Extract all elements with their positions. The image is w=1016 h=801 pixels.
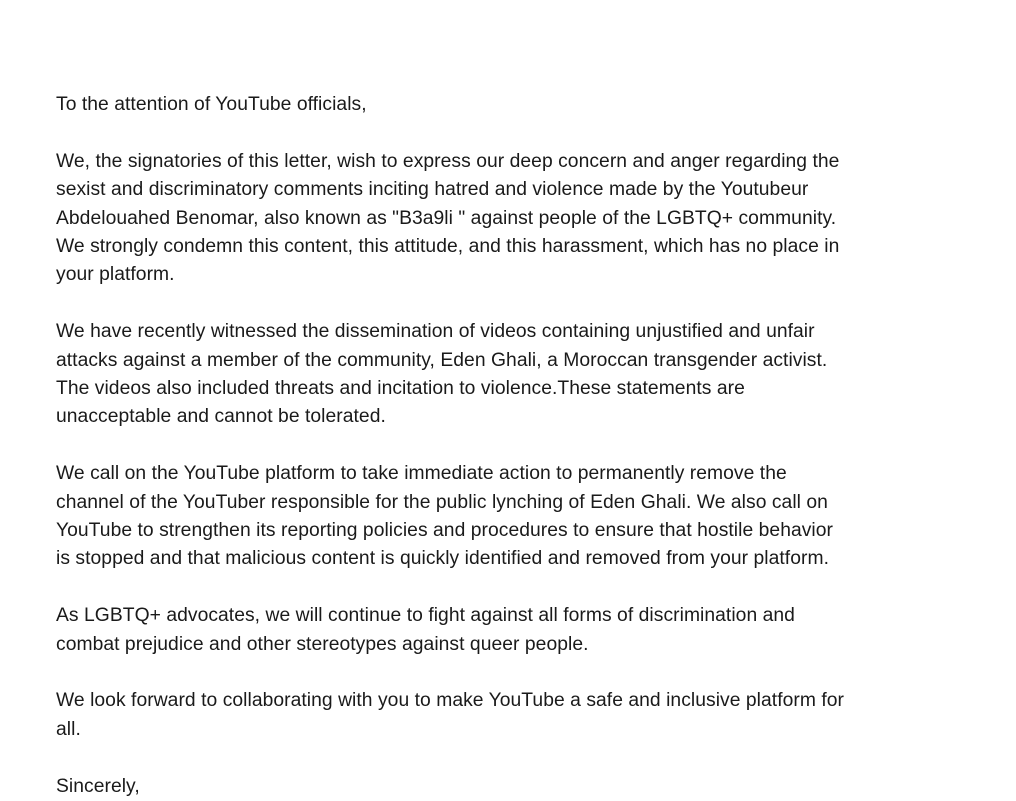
paragraph-line: The videos also included threats and incitation to violence.These statements are <box>56 378 745 400</box>
paragraph-line: YouTube to strengthen its reporting policies and procedures to ensure that hostile behavior <box>56 520 834 542</box>
paragraph-line: We look forward to collaborating with you to make YouTube a safe and inclusive platform for <box>56 690 845 712</box>
paragraph-incident <box>56 318 936 432</box>
paragraph-line: sexist and discriminatory comments inciting hatred and violence made by the Youtubeur <box>56 179 809 201</box>
paragraph-advocacy <box>56 602 936 659</box>
paragraph-line: all. <box>56 718 81 740</box>
paragraph-line: combat prejudice and other stereotypes against queer people. <box>56 633 589 655</box>
paragraph-line: channel of the YouTuber responsible for the public lynching of Eden Ghali. We also call on <box>56 491 828 513</box>
paragraph-line: We call on the YouTube platform to take immediate action to permanently remove the <box>56 463 787 485</box>
letter-body <box>56 91 936 801</box>
paragraph-line: attacks against a member of the community, Eden Ghali, a Moroccan transgender activist. <box>56 349 828 371</box>
letter-closing <box>56 773 936 801</box>
paragraph-line: We, the signatories of this letter, wish to express our deep concern and anger regarding the <box>56 150 840 172</box>
salutation-line: To the attention of YouTube officials, <box>56 94 367 115</box>
paragraph-line: Abdelouahed Benomar, also known as "B3a9li " against people of the LGBTQ+ community. <box>56 207 837 229</box>
paragraph-collaboration <box>56 687 936 744</box>
paragraph-call-to-action <box>56 460 936 574</box>
paragraph-line: is stopped and that malicious content is quickly identified and removed from your platform. <box>56 548 829 570</box>
paragraph-line: We have recently witnessed the dissemination of videos containing unjustified and unfair <box>56 321 815 343</box>
paragraph-concern <box>56 148 936 290</box>
paragraph-line: your platform. <box>56 264 175 286</box>
paragraph-line: We strongly condemn this content, this attitude, and this harassment, which has no place in <box>56 236 840 258</box>
letter-salutation <box>56 91 936 119</box>
closing-line: Sincerely, <box>56 775 140 797</box>
paragraph-line: As LGBTQ+ advocates, we will continue to fight against all forms of discrimination and <box>56 605 795 627</box>
paragraph-line: unacceptable and cannot be tolerated. <box>56 406 386 428</box>
